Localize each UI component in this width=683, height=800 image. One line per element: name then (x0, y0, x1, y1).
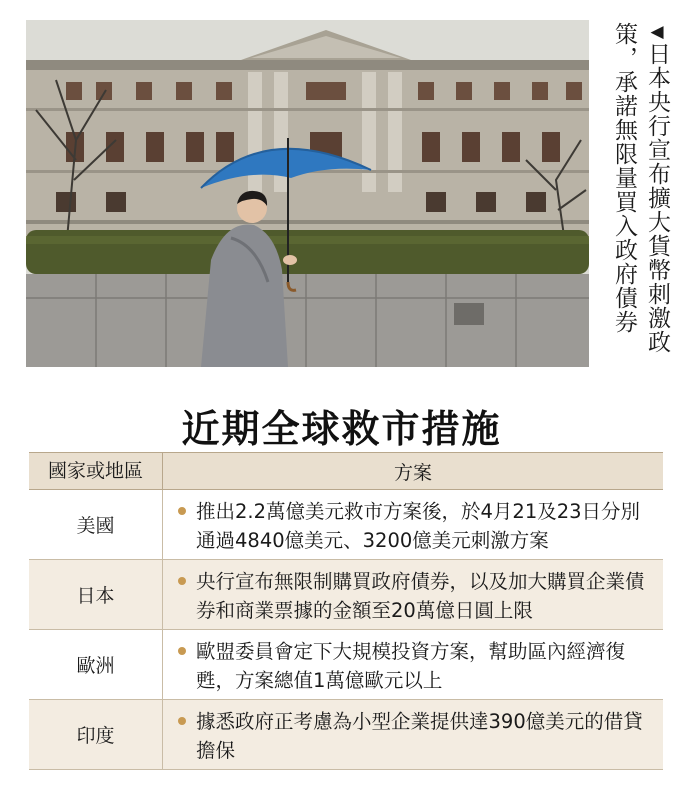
bullet-dot-icon (178, 717, 186, 725)
header-region: 國家或地區 (29, 453, 163, 489)
plan-cell (163, 560, 663, 629)
measures-table (29, 452, 663, 770)
plan-text: 歐盟委員會定下大規模投資方案，幫助區內經濟復甦，方案總值1萬億歐元以上 (196, 640, 626, 692)
plan-cell (163, 630, 663, 699)
plan-text: 央行宣布無限制購買政府債券，以及加大購買企業債券和商業票據的金額至20萬億日圓上限 (196, 570, 645, 622)
region-cell: 歐洲 (29, 630, 163, 699)
bullet-dot-icon (178, 577, 186, 585)
region-cell: 印度 (29, 700, 163, 769)
table-row (29, 560, 663, 630)
left-triangle-marker-icon: ◀ (647, 22, 667, 42)
table-header (29, 453, 663, 490)
header-plan: 方案 (393, 461, 432, 484)
plan-cell (163, 700, 663, 769)
news-photo (26, 20, 589, 367)
bullet-dot-icon (178, 507, 186, 515)
table-row (29, 700, 663, 770)
bullet-dot-icon (178, 647, 186, 655)
bank-of-japan-photo (26, 20, 589, 367)
plan-cell (163, 490, 663, 559)
caption-text: 日本央行宣布擴大貨幣刺激政策，承諾無限量買入政府債券 (611, 22, 670, 354)
plan-text: 據悉政府正考慮為小型企業提供達390億美元的借貸擔保 (196, 710, 643, 762)
page-title: 近期全球救市措施 (181, 406, 502, 451)
table-row (29, 630, 663, 700)
photo-caption (601, 22, 673, 372)
region-cell: 美國 (29, 490, 163, 559)
region-cell: 日本 (29, 560, 163, 629)
table-row (29, 490, 663, 560)
plan-text: 推出2.2萬億美元救市方案後，於4月21及23日分別通過4840億美元、3200億美元刺激方案 (196, 500, 641, 552)
